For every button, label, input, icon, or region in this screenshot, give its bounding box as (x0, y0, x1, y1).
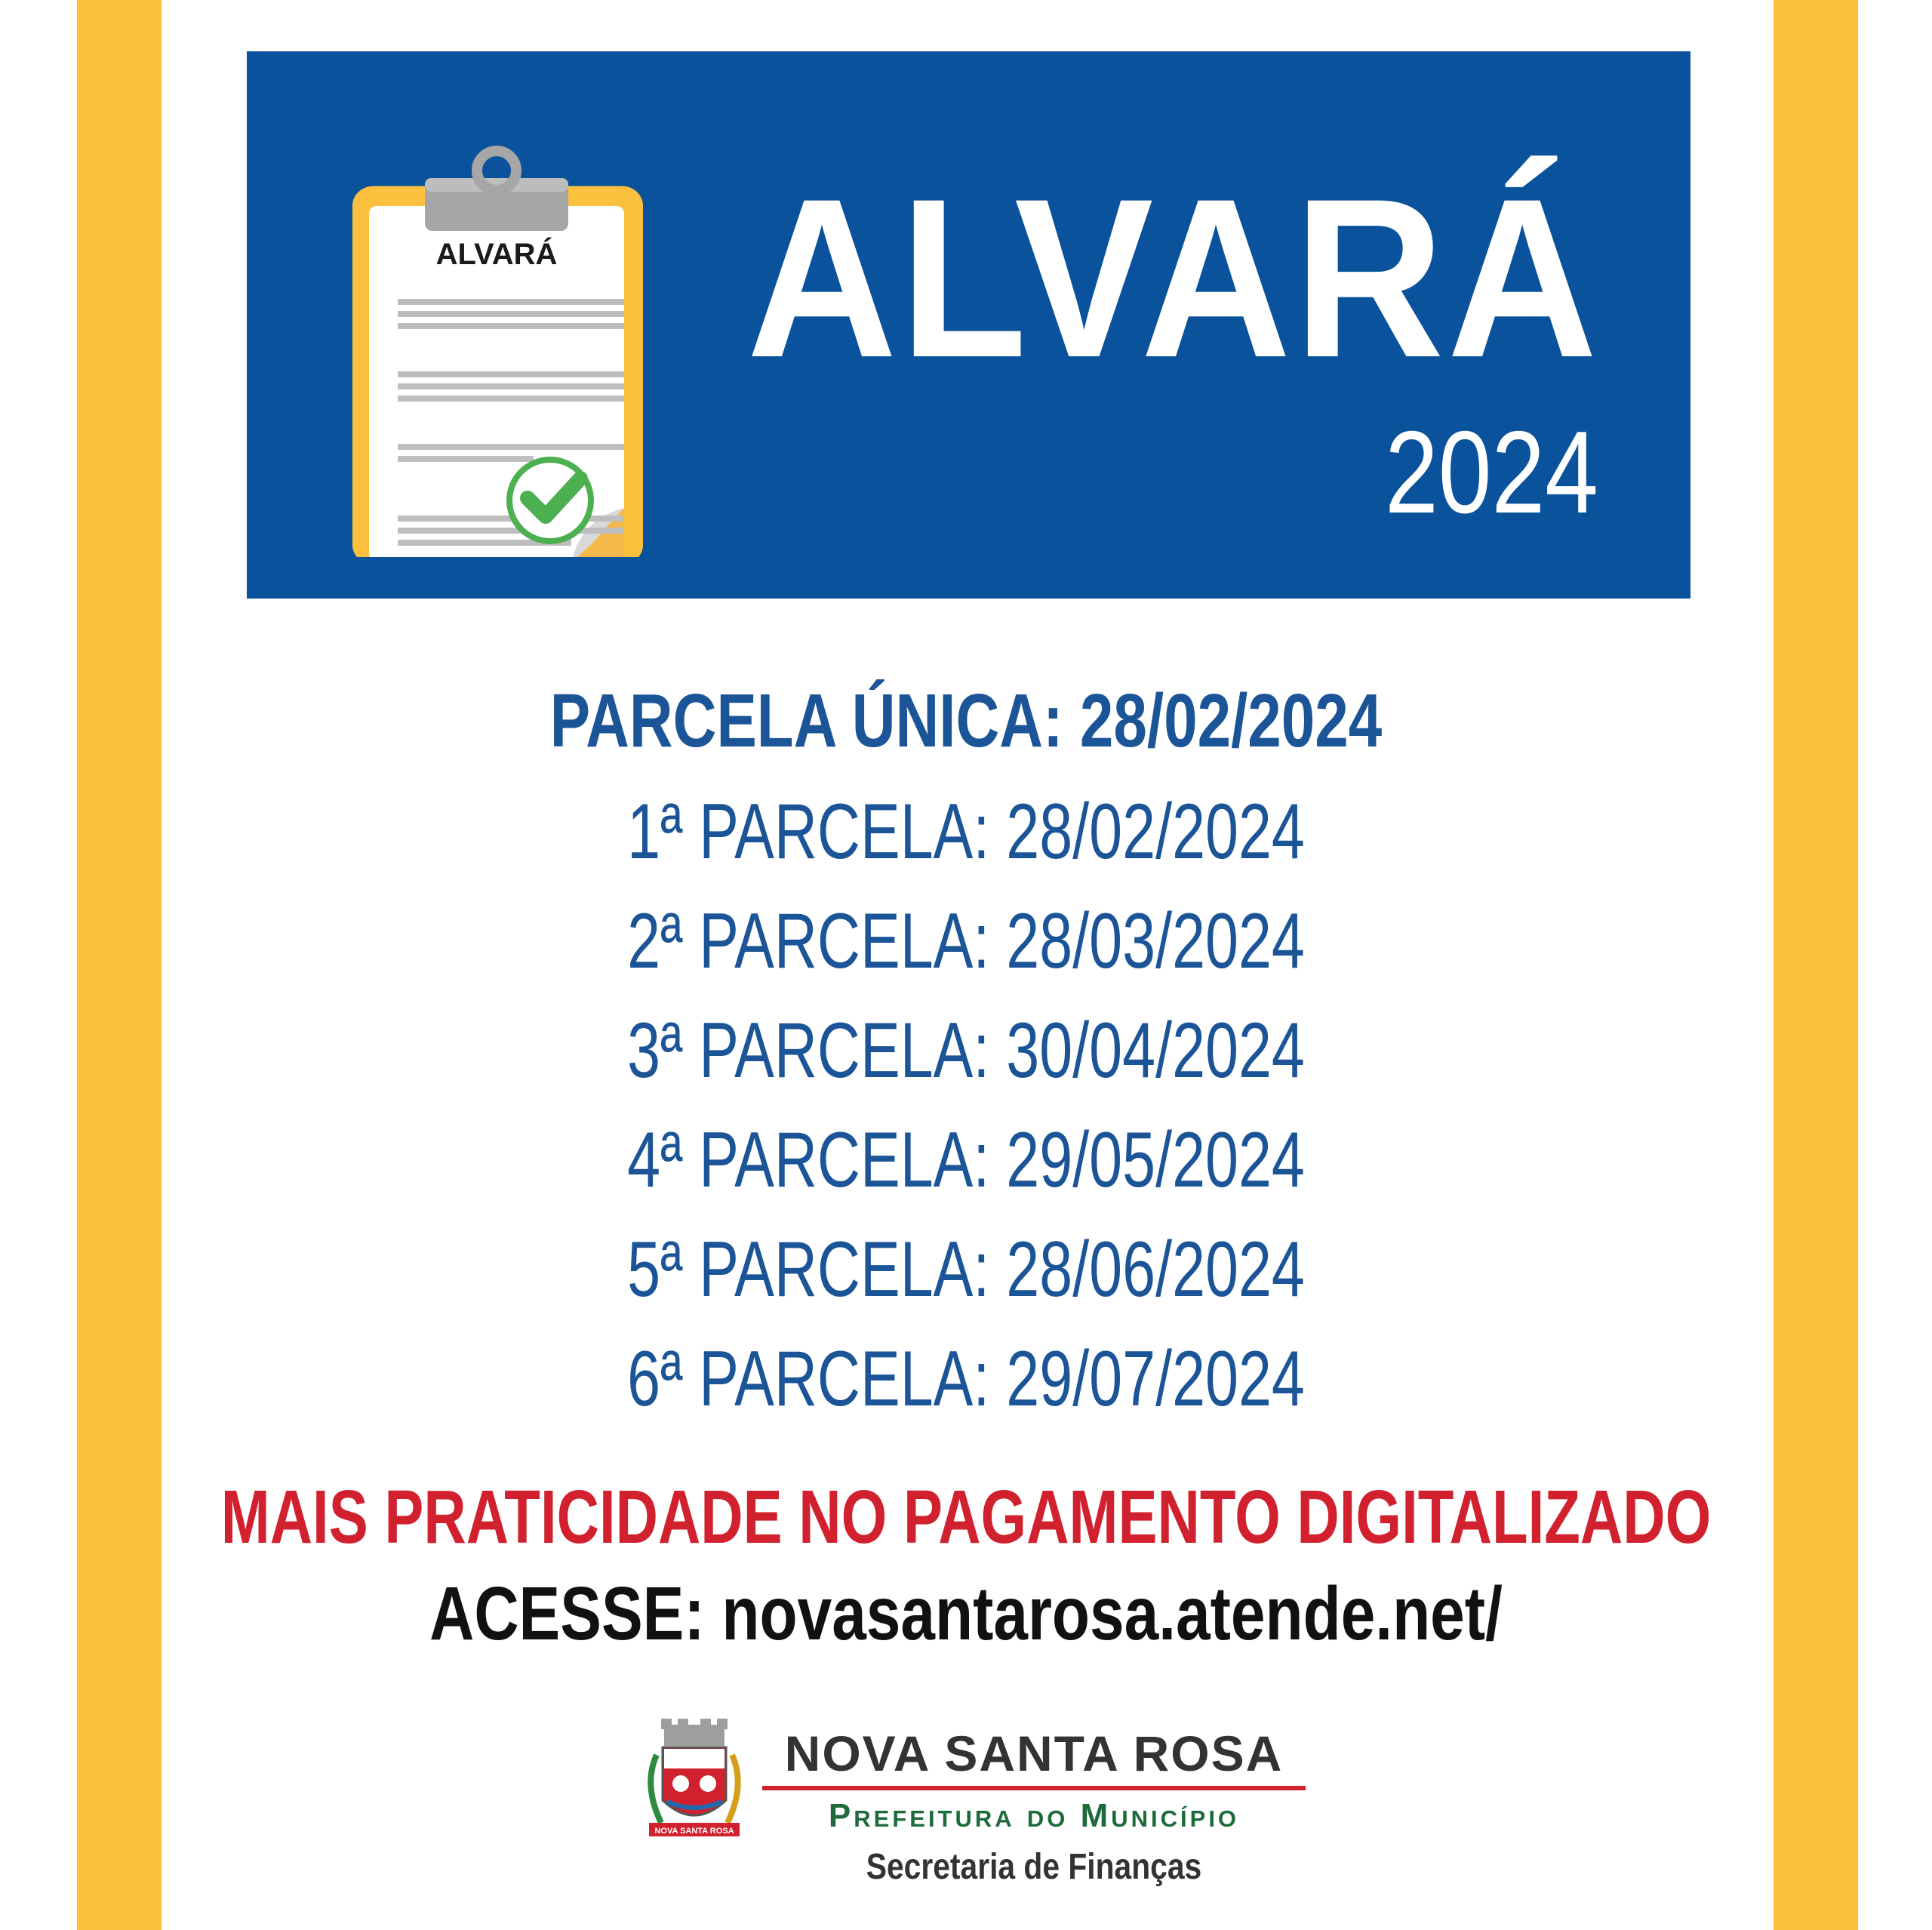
clipboard-label: ALVARÁ (435, 238, 558, 271)
installment-row: 3ª PARCELA: 30/04/2024 (627, 1007, 1305, 1094)
single-installment: PARCELA ÚNICA: 28/02/2024 (549, 679, 1383, 763)
installment-row: 1ª PARCELA: 28/02/2024 (627, 788, 1305, 876)
org-subtitle: Prefeitura do Município (828, 1797, 1240, 1834)
org-department: Secretaria de Finanças (866, 1847, 1202, 1887)
installment-row: 6ª PARCELA: 29/07/2024 (627, 1335, 1305, 1423)
promo-headline: MAIS PRATICIDADE NO PAGAMENTO DIGITALIZADO (220, 1475, 1712, 1559)
footer-org (762, 1725, 1306, 1887)
installment-row: 4ª PARCELA: 29/05/2024 (627, 1116, 1305, 1204)
org-name: NOVA SANTA ROSA (784, 1725, 1284, 1781)
org-divider (762, 1786, 1306, 1790)
clipboard-checkmark-icon (345, 104, 647, 557)
emblem-ribbon-text: NOVA SANTA ROSA (654, 1827, 734, 1836)
installment-row: 5ª PARCELA: 28/06/2024 (627, 1226, 1305, 1313)
coat-of-arms-emblem (634, 1717, 755, 1845)
access-link[interactable]: ACESSE: novasantarosa.atende.net/ (429, 1571, 1503, 1656)
installment-row: 2ª PARCELA: 28/03/2024 (627, 897, 1305, 985)
banner-year: 2024 (1385, 407, 1598, 537)
payment-schedule (0, 664, 1932, 1434)
header-banner (247, 51, 1690, 599)
banner-title: ALVARÁ (746, 151, 1600, 405)
